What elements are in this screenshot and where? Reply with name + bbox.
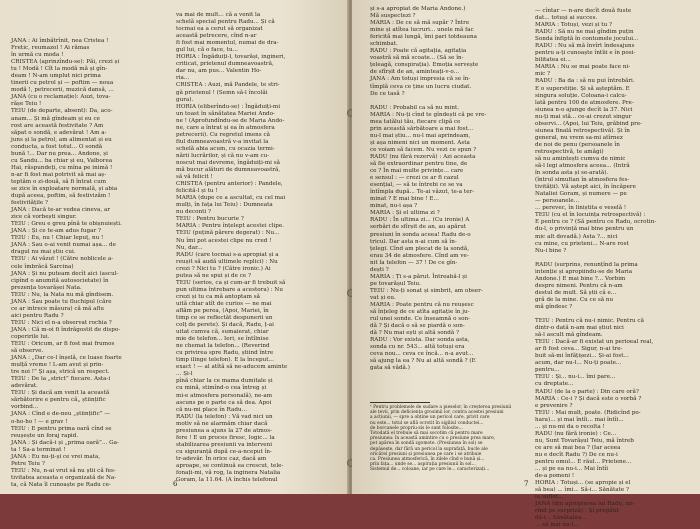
text-line: general, nu vrem sa-mi atîrnez	[535, 134, 623, 141]
text-line: nu deconti ?	[176, 209, 212, 216]
text-line: JANA : Și ce te-am adus fugar ?	[11, 228, 101, 235]
text-line: mic ?	[535, 71, 551, 78]
text-line: mea tatălui tău, fiecare clipă ce	[370, 118, 461, 125]
text-line: nu este... totul se află ocrotit în sigiliul conductei...	[370, 420, 484, 426]
text-line: HORIA : Îngăduiți-l, tovarăși, ingineri,	[176, 54, 286, 61]
right-page-footnotes	[370, 405, 528, 472]
text-line: TEIU : Nu, n-ai vrut să nu știi că fes-	[11, 467, 116, 474]
text-line	[535, 311, 695, 318]
text-line: juns și la petrol, am alimentat și eu	[11, 136, 112, 143]
text-line: de noi de penu (persoanele în	[535, 141, 620, 148]
text-line: pînă chiar la ce mama dumitale și	[176, 378, 273, 385]
text-line: să observe.	[11, 348, 44, 355]
text-line: CRISTEA (aprinzîndu-se): Păi, crezi și	[11, 59, 120, 66]
text-line: JANA : Sau o-ai venit numai așa... de	[11, 242, 116, 249]
right-page-number: 7	[524, 480, 529, 488]
text-line: Nu, dar...	[176, 244, 203, 251]
text-line: crezi ? Nici tu ? (Către ironic.) Ai	[176, 265, 271, 272]
text-line: să bea) ... îmi... Să-i... Sănătate ?	[535, 487, 629, 494]
text-line: TEIU : Pentru că nu-i nimic. Pentru că	[535, 318, 644, 325]
text-line: pe tovarășul Teiu.	[370, 280, 421, 287]
text-line: mulți, în fața lui Teiu) : Dumneata	[176, 202, 273, 209]
text-line: stabilizarea presiunii va interveni	[176, 441, 273, 448]
text-line: că nu-mi place în Radu...	[176, 406, 248, 413]
text-line: MARIA (dupe ce a ascultat, cu cel mai	[176, 195, 286, 202]
text-line: cu mină, stimînd-o cea întreg și	[176, 385, 267, 392]
text-line: RADU : Probabil ca să nu mint.	[370, 104, 460, 111]
text-line: să fie extraordinar pentru tine, de	[370, 161, 468, 168]
text-line: MARIA : Și el ultima zi ?	[370, 210, 440, 217]
text-line: (întrul simultan în atmosfera fes-	[535, 177, 630, 184]
text-line: la suflet...	[535, 494, 564, 501]
text-line: retrospectivă, te amăgi)	[535, 148, 604, 155]
text-line: întîmpla după... Te-ai văzut, te-a ter-	[370, 189, 475, 196]
text-line: aflăm pe perea, (Apoi, Mariei, în	[176, 307, 269, 314]
text-line: presiunea a ajuns la 27 de atmos-	[176, 427, 273, 434]
text-line: cu privirea spre Radu, știind între	[176, 350, 274, 357]
footnote-rule	[370, 402, 430, 403]
text-line: despre nimeni. Pentru că n-am	[535, 282, 623, 289]
text-line: mulță vreme ! L-am avut și prin-	[11, 362, 104, 369]
text-line: RADU : Vor exista. Dar sonda asta,	[370, 337, 470, 344]
text-line: tinerii cu petrol și — poftim — noua	[11, 80, 114, 87]
text-line: festivitățile ?	[11, 200, 49, 207]
text-line: E pentru ce ? (Să pentru ce Radu, ocrotin-	[535, 219, 657, 226]
text-line: RADU : În ultima zi... (Cu ironie) A	[370, 217, 470, 224]
text-line: gura).	[176, 96, 194, 103]
text-line: JANA : Sau poate tu fluchipul (căre	[11, 298, 112, 305]
text-line: JANA : Eu nu-ți-și ce vrei mata,	[11, 453, 101, 460]
text-line: rost are această festivitate ? Am	[11, 122, 104, 129]
text-line: rînd pe surpriză) : Și pregătit	[535, 508, 619, 515]
text-line: să înțeleg de ce atîta agitație în ju-	[370, 309, 470, 316]
text-line: ascuns pe o parte ca să dea. Apoi	[176, 399, 272, 406]
text-line: se zice în exploatare normală, și abia	[11, 185, 118, 192]
text-line: RADU (la telefon) : Vă vad nici un	[176, 413, 273, 420]
text-line: fericită mai lungă, îmi pari totdeauna	[370, 34, 478, 41]
text-line: în sonda asta și se-arată).	[535, 170, 609, 177]
text-line: Mă suspectezi ?	[370, 13, 416, 20]
text-line	[535, 255, 695, 262]
text-line: rul unei sonde. Ce înseamnă o son-	[370, 316, 471, 323]
text-line: tricul. Dar asta n-ai cum să în-	[370, 238, 457, 245]
text-line: destul de mult. Să știi că e...	[535, 289, 617, 296]
text-line: TEIU : Greu e greu pînă te obișnuiești.	[11, 221, 122, 228]
text-line: tocmai ea a cerut să organizat	[176, 26, 263, 33]
text-line: dești ?	[370, 266, 389, 273]
text-line: TEIU : E pentru prima oară cînd se	[11, 425, 112, 432]
text-line: erau 34 de atmosfere. Cînd am ve-	[370, 252, 469, 259]
text-line: ar fi fost ceva... Sigur, n-ai tre-	[535, 346, 623, 353]
text-line: CRISTEA : Auzi, mă Pandele, te stri-	[176, 82, 280, 89]
text-line: MARIA : Totuși, vezi și tu ?	[535, 22, 613, 29]
text-line: — persoanele...	[535, 198, 580, 205]
text-line: buit să-mi înfățișezi... Și-ai fost...	[535, 353, 629, 360]
text-line: depășește, dar fără un pericol la suprafață, bucle ale	[370, 446, 488, 452]
text-line: țeleagă, conspirația). Emoția servește	[370, 62, 479, 69]
text-line: Fretic, reumazol ! Ai rămas	[11, 45, 90, 52]
text-line: TEIU : Mai mult, poate. (Ridicînd po-	[535, 409, 641, 416]
text-line: dă ? Nu mai ești și altă sondă ?	[370, 330, 460, 337]
text-line: nu-ți mai stă... ce-ai crezut singur	[535, 113, 632, 120]
text-line: Nu îmi pot acestei clipe nu cred !	[176, 237, 272, 244]
text-line: timp ilinge telefon). E la început...	[176, 357, 274, 364]
text-line: să vă felicit !	[176, 174, 213, 181]
text-line: voastră să mă scoate... (Să se în-	[370, 55, 464, 62]
text-line: a acțiunii, — spre a obține un pericol care, privit care	[370, 415, 490, 421]
text-line: ¹ Pentru problemele de sudare a pieselor, în creșterea presiunii	[370, 405, 512, 410]
text-line: pentru omul... E răul... Prietene...	[535, 459, 632, 465]
text-line: reușește un foraj rapid.	[11, 432, 79, 439]
text-line: MARIA : Poate pentru că nu reușesc	[370, 301, 474, 308]
text-line: TEIU : Pentru bucurie ?	[176, 216, 244, 223]
text-line: MARIA : Ți s-a părut. Întreabă-l și	[370, 273, 467, 280]
text-line: TEIU (cu el în locuința retrospectivă) :	[535, 212, 646, 219]
left-page	[0, 0, 349, 494]
text-line: bilitatea ei...	[535, 57, 571, 64]
text-line: ce ar intrece măsura) că mă aflu	[11, 305, 105, 312]
text-line: RADU : Ba da : să nu pui întrebări.	[535, 78, 635, 85]
text-line: RADU : Să nu ne mai gîndim puțin	[535, 29, 634, 36]
text-line: schelă abia acum, cu ocazia termi-	[176, 145, 275, 152]
text-line: TEIU : Nici el n-a observat rochia ?	[11, 319, 112, 326]
text-line: TEIU (de departe, absent): Da, aco-	[11, 108, 113, 115]
text-line: RADU (care tocmai s-a apropiat și a	[176, 251, 279, 258]
text-line: JANA : Am totuși impresia că se în-	[370, 76, 471, 83]
text-line: felicită-l și tu !	[176, 188, 218, 195]
text-line: TEIU : De la „strict” fiecare. Asta-i	[11, 376, 111, 383]
text-line: JANA : Ai îmbătrînit, nea Cristea !	[11, 38, 109, 44]
text-line: pot apărea în sondă zgomote. (Presiunea în sol) se	[370, 441, 483, 447]
text-line: TEIU : Nu-ți sonat și simbrit, am obser-	[370, 287, 483, 294]
text-line: anam... Și mă gîndeam și eu ce	[11, 115, 100, 122]
text-line: pentru a-ți cunoaște întîii e în posi-	[535, 50, 636, 57]
right-page-column-1	[370, 6, 528, 372]
text-line: TEIU : Eu, nu ! Chiar Iepuț, nu !	[11, 235, 104, 242]
text-line: lată pentru 100 de atmosfere. Pre-	[535, 99, 634, 106]
text-line: putea să ne spui și de ce ?	[176, 272, 252, 279]
text-line: RADU : Poate că agitația, agitația	[370, 48, 467, 55]
text-line	[370, 98, 528, 105]
text-line: singura soluție. Coloana-i calcu-	[535, 92, 627, 99]
text-line: JANA : Și nu puteam decît aici (ascul-	[11, 270, 119, 277]
text-line: mă gîndesc ?	[535, 303, 573, 310]
text-line: TEIU : Dacă-ar fi existat un perioeal real,	[535, 339, 654, 346]
text-line: e sensul : — crezi ce ar fi cazul	[370, 175, 459, 182]
text-line: dat... totuși ai succes.	[535, 15, 598, 22]
text-line: țelegi. Cînd am plecat de la sondă,	[370, 245, 470, 252]
text-line: ria...	[176, 75, 190, 82]
text-line: petrecerii). Cu regretul imens că	[176, 131, 270, 138]
left-page-column-1	[11, 38, 171, 489]
text-line: cu mine, cu prieteni... N-are rost	[535, 240, 629, 247]
text-line: TEIU : Ai văzut ! (Către noblicele a-	[11, 256, 114, 263]
text-line: să nu amintești cumva de nimic	[535, 155, 626, 162]
right-page-column-2	[535, 8, 695, 529]
text-line: pun ultima întrebare a acestora) : Nu	[176, 286, 283, 293]
text-line: e prevenire ?	[535, 402, 573, 409]
text-line: Nataliei Goram, și numere — pe	[535, 191, 627, 198]
text-line: săpat o sondă, e adevărat ! Am a-	[11, 129, 107, 136]
text-line: tîmplă ceva ce ține un lucru ciudat.	[370, 83, 472, 90]
text-line: RADU (nu fără ironie) : Ce...	[535, 430, 617, 437]
text-line: gră de la mine. Cu ce să nu	[535, 296, 614, 303]
text-line: ne ! (Aprofundîndu-se de Maria Ando-	[176, 117, 285, 124]
text-line: nu, Sunt Tovarășul Teiu, mă întreb	[535, 437, 634, 444]
text-line: tr-adevăr. În orice caz, dacă am	[176, 455, 267, 462]
text-line: presiuni în sonda aceea! Radu de-o	[370, 231, 471, 238]
text-line: observi... (Apoi, lui Teiu, grăbind pre-	[535, 120, 643, 127]
text-line: Sistemul de... coloane, iar pe care le... caracterizați...	[370, 467, 490, 473]
text-line: această petrecere, cînd n-ar	[176, 33, 257, 40]
text-line: deam ! N-am umplut nici prima	[11, 73, 101, 80]
text-line: uitat cumva că, sumaierat, chiar	[176, 329, 269, 336]
text-line: schimbat.	[370, 41, 398, 48]
text-line: cele îmbrăcă Sarcina)	[11, 263, 74, 270]
text-line: Hai, răspundeți, cu mîna pe inimă !	[11, 164, 113, 171]
text-line: JANA : Că m-oi fi îndrăgostit de dispo-	[11, 326, 121, 333]
text-line: mi-e atmosfera personală), ne-am	[176, 392, 273, 399]
text-line: ... perevec, în liniștita e veselă !	[535, 205, 627, 212]
text-line: dă-i... Sănătatea...	[535, 515, 588, 522]
text-line: RADU : Nu să mă învîrt îndesajuns	[535, 43, 635, 50]
text-line: prin această sărbătoare a mai fost...	[370, 125, 474, 132]
text-line: aici pentru Radu ?	[11, 312, 64, 319]
text-line: aproape, se continuă ea crescut, tele-	[176, 463, 284, 469]
text-line: ... și pe ea nu-i... Mai întîi	[535, 466, 609, 473]
text-line: sărbătorire e pentru că„ științific	[11, 397, 106, 404]
text-line: JANA (din apropierea lui Radu, mi-	[535, 501, 635, 508]
text-line: acum, dar nu-l... Nu-ți poate...	[535, 360, 622, 367]
text-line: nării lucrărilor, și că nu v-am cu-	[176, 152, 270, 159]
text-line: vorbind...	[11, 404, 39, 411]
text-line: reușit să audă ultimele replici) : Nu	[176, 258, 278, 265]
text-line: siunea n-o ajunge decît la 37. Nici	[535, 106, 633, 113]
text-line: JANA : Dacă te-ar vedea cineva, ar	[11, 207, 111, 214]
text-line: De ce tasă ?	[370, 90, 405, 97]
text-line: prezența tovarășei Nata.	[11, 284, 82, 291]
text-line: TEIU (puțină părere degerat) : Nu...	[176, 230, 280, 237]
text-line: cipînd o anumită autosocietate) în	[11, 277, 109, 284]
text-line: MARIA : Nu se mai poate face ni-	[535, 64, 631, 71]
text-line: mie de telefon... Ieri, se întîlnise	[176, 336, 269, 343]
text-line: ca. Presiunea atmosferică, în zilele cînd e bună și...	[370, 456, 485, 462]
text-line: HORIA (eliberîndu-se) : Îngăduiți-mi	[176, 103, 281, 110]
text-line: hara)... și mai întîi... mai întîi...	[535, 416, 624, 423]
text-line: mine și atîtea lucruri... unele mă fac	[370, 27, 474, 34]
text-line: de borcanele propriu-zis le sunt folosite...	[370, 425, 463, 431]
text-line: colț de perete). Și dacă, Radu, ț-ai	[176, 322, 274, 329]
text-line: Nu-i bine ?	[535, 247, 567, 254]
text-line: tivitatea aceasta e organizată de Na-	[11, 474, 117, 481]
text-line: Sonda înfiptă în contumele jocului...	[535, 36, 639, 43]
text-line: uită chiar atît de curios — ne mai	[176, 300, 272, 307]
text-line: gata să vădă.)	[370, 365, 410, 372]
text-line: dă ? Și dacă o să se piardă o son-	[370, 323, 465, 330]
text-line: ne chemat la telefon... (Reverind	[176, 343, 270, 350]
text-line: exact ! — al atîtă să ne-aducem aminte	[176, 364, 288, 371]
text-line: vat și eu.	[370, 294, 396, 301]
text-line: Petre Teiu ?	[11, 460, 45, 467]
text-line: mic alt dovadă.) Asta ?... nici	[535, 233, 618, 240]
text-line: motiv să ne alarmăm chiar dacă	[176, 420, 268, 427]
text-line: Andone.) E mai bine ?... Vorbim	[535, 275, 626, 282]
text-line: ce are să mai bea ? (Iar aceea	[535, 444, 621, 451]
text-line: RADU (surprins, renunțînd la prima	[535, 261, 638, 268]
text-line: serbări de sfîrșit de an, au apărut	[370, 224, 467, 231]
text-line: sonda cu nr. 543... altă totuși era	[370, 344, 465, 351]
text-line: prin fața... unde se... aspirația presiunii în sol...	[370, 462, 476, 468]
text-line: fonați-mi, vă rog, la inginera Natalia	[176, 470, 281, 477]
text-line: TEIU (serios, ca și cum-ar fi trebuit să	[176, 279, 286, 286]
text-line: tivității). Vă aștept aici, în încăpere	[535, 184, 636, 191]
text-line: minat ? E mai bine ! E...	[370, 196, 439, 203]
text-line: JANA (cu o reclamație): Auzi, tova-	[11, 94, 111, 101]
text-line: nu-l mai știu... nu-l mai aprindeam,	[370, 132, 471, 139]
text-line: MARIA : Pentru înțelept acestei clipe.	[176, 223, 284, 230]
text-line: să ajung la ea ? Nu ai altă sondă ? (E	[370, 358, 476, 365]
text-line: JANA : Cînd e de-neu „științific” —	[11, 411, 111, 418]
text-line: ta, că Nata îl cunoaște pe Radu ce-	[11, 481, 111, 488]
text-line: ale țevii, prin deficiența grosimii lor, contra acestei presiuni	[370, 410, 504, 416]
text-line: pentru...	[535, 367, 560, 374]
text-line: oricărei presiuni și presiunea pe care i se atribuie	[370, 451, 482, 457]
text-line: n-ar fi fost mai potrivit să mai aș-	[11, 171, 107, 178]
text-line: ne, care a întrat și ea în atmosfera	[176, 124, 275, 131]
text-line: cu Sandu... ba chiar și eu, Valborea	[11, 157, 113, 164]
text-line: siunea finală retrospectivă). Și în	[535, 127, 630, 134]
text-line: TEIU : Oricum, ar fi fost mai frumos	[11, 341, 115, 348]
text-line: TEIU : Și dacă am venit la această	[11, 390, 110, 397]
text-line: MARIA : Nu-ți cînd te gîndești că pe vre-	[370, 111, 487, 118]
text-line: presiunea: în această amintire cu o presiune prea mare,	[370, 436, 496, 442]
text-line: de-a pomeni !	[535, 473, 575, 480]
text-line: fi fost mai momentul, numai de dra-	[176, 40, 279, 47]
text-line: după aceea, poftim, să festivizăm !	[11, 193, 111, 200]
text-line: ta ! Sa-a terminat !	[11, 446, 66, 453]
text-line: bună !... Dar nu prea... Andone, și	[11, 150, 108, 157]
text-line: criticat, prietenul dumneavoastră,	[176, 61, 274, 68]
text-line: JANA : „Dar ce-l înșelă, ce luase foarte	[11, 355, 122, 362]
text-line: de sfîrșit de an, aminteați-v-o...	[370, 69, 460, 76]
text-line: JANA : Și dacă-i și „prima oară”... Ga-	[11, 439, 119, 446]
text-line: ce voiam să facem. Nu vezi ce spun ?	[370, 146, 477, 153]
text-line: dintr-o dată n-am mai știut nici	[535, 325, 624, 332]
right-page	[352, 0, 700, 529]
text-line: Totodată el trebuie să mai socotim că pentru mare	[370, 430, 483, 436]
text-line: noscut mai devreme, îngăduiți-mi să	[176, 159, 280, 166]
text-line: să-l legi atmosfera aceea... (Intră	[535, 163, 630, 170]
text-line: TEIU : Nu, la Nata nu mă gîndisem.	[11, 291, 114, 298]
text-line: gul lui, că o face, tu...	[176, 47, 238, 54]
text-line: dragul nu mai știu cui.	[11, 249, 76, 256]
text-line: și s-a apropiat de Maria Andone.)	[370, 6, 466, 12]
text-line: mă bucur alături de dumneavoastră,	[176, 167, 281, 174]
text-line: rășe Teiu !	[11, 101, 42, 108]
text-line: zice că vorbești singur.	[11, 214, 77, 221]
text-line: minat, nu-i așa ?	[370, 203, 418, 210]
text-line: ... să mai nu-l...	[535, 522, 579, 529]
text-line: tre noi !” Și așa, strică un respect.	[11, 369, 110, 376]
text-line: — cîntar — n-are decît două fuste	[535, 8, 632, 14]
text-line: HORIA : Totuși... (se apropie și el	[535, 480, 631, 487]
text-line: esențial, — să te întrebi ce se va	[370, 182, 463, 189]
text-line: nu e decît Radu ?) De ce nu-i	[535, 451, 618, 458]
text-line: să-l ascult mă gîndeam.	[535, 332, 603, 339]
text-line: va mai de mult... că a venit la	[176, 12, 261, 18]
text-line: nit la telefon — 37 ! De ce gîn-	[370, 259, 458, 266]
text-line: cu dreptate...	[535, 381, 574, 388]
text-line: RADU (de la o parte) : Din care oră?	[535, 388, 639, 395]
text-line: fiul dumneavoastră v-a invitat la	[176, 138, 269, 145]
text-line: MARIA : De ce să mă supăr ? Între	[370, 20, 470, 27]
text-line: dar nu, am pus... Valentin Ho-	[176, 68, 262, 75]
text-line: modă !, petrecerii, muzică dansă, ...	[11, 87, 114, 94]
left-page-number: 6	[173, 480, 178, 488]
text-line: schelă special pentru Radu... Și că	[176, 19, 275, 26]
left-page-column-2	[176, 12, 344, 484]
text-line: MARIA : Ce-i ? Și dacă este o vorbă ?	[535, 395, 642, 402]
text-line: E o superstiție. Și să așteptăm. E	[535, 85, 630, 92]
text-line: teptăm o zi-două, să fi întrat cum	[11, 178, 107, 185]
text-line: ... și nu-mi da o recolta !	[535, 423, 605, 430]
text-line: o-ho-ho ! — e grav !	[11, 418, 68, 425]
text-line: ce ? În mai multe privințe... care	[370, 168, 464, 175]
text-line: intenție și apropiindu-se de Maria	[535, 268, 633, 275]
text-line: ... Și-l	[176, 371, 193, 378]
text-line: Goram, la 11.64. (A închis telefonul	[176, 477, 278, 484]
text-line: ceva nou... ceva ce încă... n-a avut...	[370, 351, 474, 358]
text-line: conducta, a fost totul... O sondă	[11, 143, 103, 150]
text-line: coperirile lui.	[11, 333, 50, 340]
text-line: în urmă cu moda !	[11, 52, 64, 59]
text-line: CRISTEA (pentru anterior) : Pandele,	[176, 181, 283, 188]
text-line: un toast în sănătatea Mariei Ando-	[176, 110, 275, 117]
text-line: timp ce se reflectăt despunerii un	[176, 315, 273, 322]
text-line: crezi și tu ca mă antoptam să	[176, 293, 260, 300]
text-line: fere ! E un proces firesc, logic... la	[176, 434, 275, 441]
text-line: gă prietenul ! (Semn să-l încolăi	[176, 89, 268, 96]
text-line: tu ! Modă ! Cît la modă mă și gîn-	[11, 66, 108, 73]
text-line: cu siguranță după ce-a-nceput în-	[176, 448, 272, 455]
text-line: RADU (nu fără rezervă) : Azi aceasta	[370, 153, 476, 160]
text-line: TEIU : Și... nu-i... îmi pare...	[535, 374, 616, 381]
text-line: du-l, o privință mai bine pentru un	[535, 226, 634, 233]
text-line: adevărat.	[11, 383, 38, 390]
text-line: și așa nimeni nici un moment. Asta	[370, 139, 470, 146]
